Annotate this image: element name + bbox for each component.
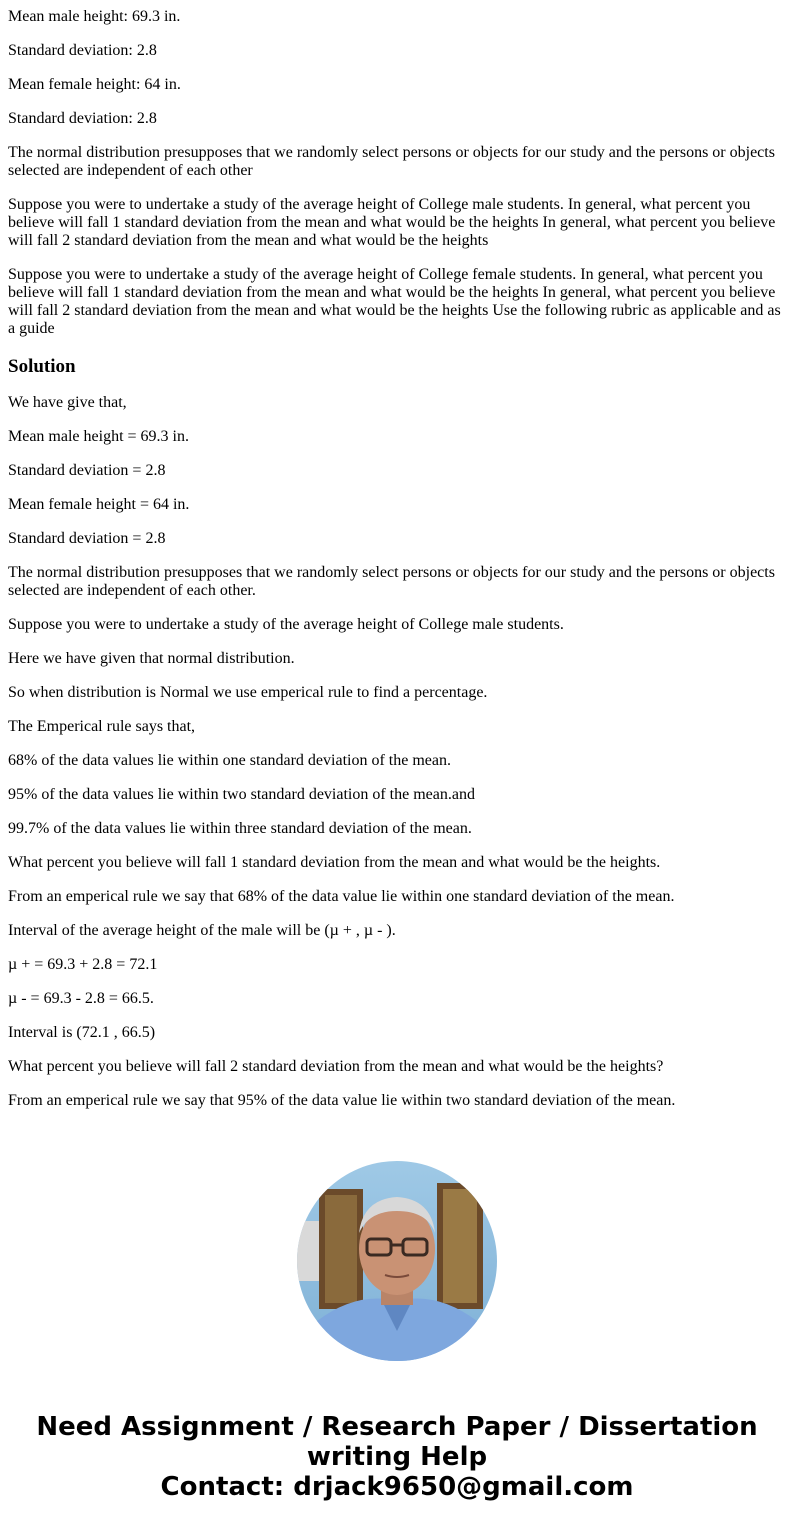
solution-paragraph: We have give that, xyxy=(8,394,127,411)
solution-paragraph: Here we have given that normal distribution. xyxy=(8,650,295,667)
question-paragraph: The normal distribution presupposes that we randomly select persons or objects for our study and the persons or objects selected are independent of each other xyxy=(8,144,775,179)
question-section xyxy=(8,8,786,338)
solution-paragraph: µ + = 69.3 + 2.8 = 72.1 xyxy=(8,956,158,973)
solution-paragraph: What percent you believe will fall 1 standard deviation from the mean and what would be the heights. xyxy=(8,854,661,871)
solution-paragraph: The Emperical rule says that, xyxy=(8,718,196,735)
solution-paragraph: Mean female height = 64 in. xyxy=(8,496,190,513)
solution-section xyxy=(8,356,786,1110)
promo-banner xyxy=(0,1412,794,1502)
solution-paragraph: Suppose you were to undertake a study of the average height of College male students. xyxy=(8,616,564,633)
solution-paragraph: So when distribution is Normal we use emperical rule to find a percentage. xyxy=(8,684,488,701)
question-paragraph: Suppose you were to undertake a study of the average height of College male students. In general, what percent you believe will fall 1 standard deviation from the mean and what would be the heights In general, what percent you believe will fall 2 standard deviation from the mean and what would be the heights xyxy=(8,196,776,249)
promo-contact: Contact: drjack9650@gmail.com xyxy=(160,1472,634,1502)
solution-paragraph: 68% of the data values lie within one standard deviation of the mean. xyxy=(8,752,451,769)
document-body xyxy=(0,8,794,1110)
solution-paragraph: µ - = 69.3 - 2.8 = 66.5. xyxy=(8,990,154,1007)
solution-paragraph: Standard deviation = 2.8 xyxy=(8,530,166,547)
solution-paragraph: From an emperical rule we say that 68% of the data value lie within one standard deviation of the mean. xyxy=(8,888,675,905)
solution-paragraph: Standard deviation = 2.8 xyxy=(8,462,166,479)
promo-line: Need Assignment / Research Paper / Dissertation xyxy=(36,1412,758,1442)
solution-paragraph: From an emperical rule we say that 95% of the data value lie within two standard deviation of the mean. xyxy=(8,1092,676,1109)
solution-paragraph: What percent you believe will fall 2 standard deviation from the mean and what would be the heights? xyxy=(8,1058,664,1075)
question-paragraph: Standard deviation: 2.8 xyxy=(8,110,157,127)
solution-paragraph: Interval of the average height of the male will be (µ + , µ - ). xyxy=(8,922,396,939)
author-photo xyxy=(297,1161,497,1361)
solution-paragraph: The normal distribution presupposes that we randomly select persons or objects for our study and the persons or objects selected are independent of each other. xyxy=(8,564,775,599)
solution-paragraph: 95% of the data values lie within two standard deviation of the mean.and xyxy=(8,786,475,803)
author-portrait-image xyxy=(297,1161,497,1361)
question-paragraph: Mean male height: 69.3 in. xyxy=(8,8,181,25)
solution-paragraph: Interval is (72.1 , 66.5) xyxy=(8,1024,156,1041)
solution-heading: Solution xyxy=(8,356,76,377)
question-paragraph: Suppose you were to undertake a study of the average height of College female students. In general, what percent you believe will fall 1 standard deviation from the mean and what would be the heights In general, what percent you believe will fall 2 standard deviation from the mean and what would be the heights Use the following rubric as applicable and as a guide xyxy=(8,266,781,337)
promo-line: writing Help xyxy=(306,1442,488,1472)
question-paragraph: Standard deviation: 2.8 xyxy=(8,42,157,59)
solution-paragraph: 99.7% of the data values lie within three standard deviation of the mean. xyxy=(8,820,472,837)
solution-paragraph: Mean male height = 69.3 in. xyxy=(8,428,189,445)
question-paragraph: Mean female height: 64 in. xyxy=(8,76,181,93)
